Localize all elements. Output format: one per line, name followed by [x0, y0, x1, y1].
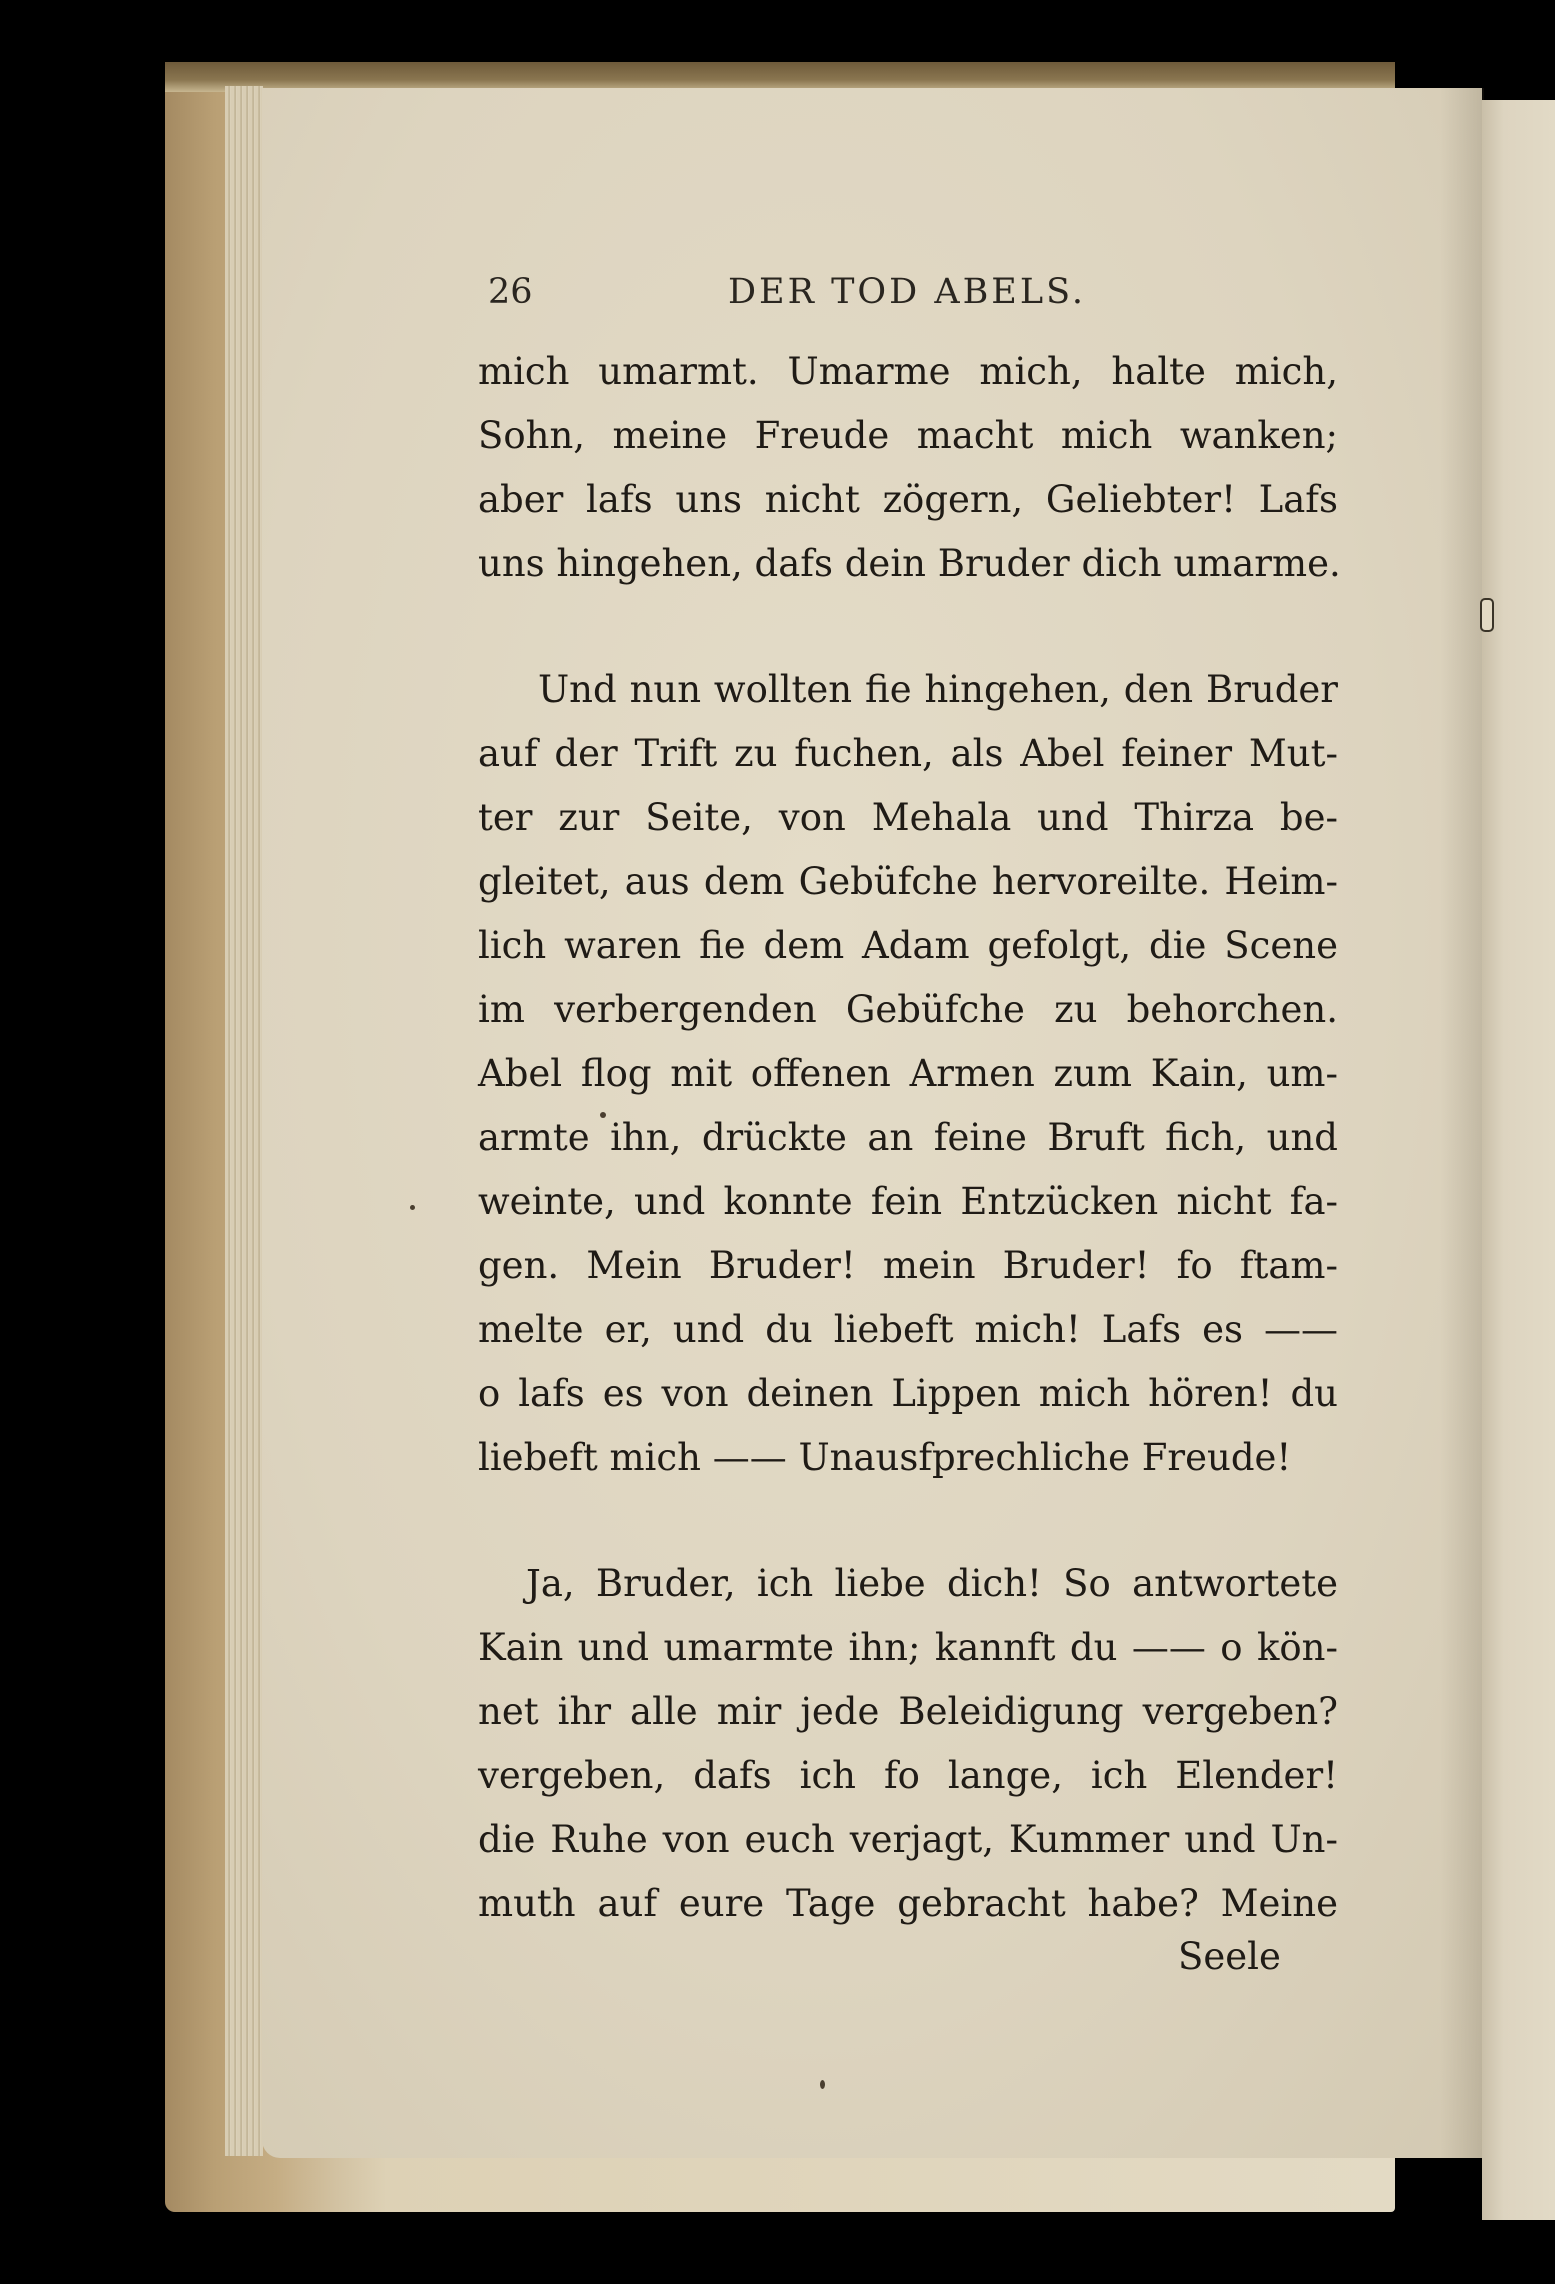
text-line: weinte, und konnte fein Entzücken nicht fa- [478, 1180, 1338, 1223]
text-line: vergeben, dafs ich fo lange, ich Elender! [478, 1754, 1338, 1797]
running-head [488, 272, 1128, 320]
page-stack-edge [225, 86, 263, 2156]
facing-page-edge [1482, 100, 1555, 2220]
text-line: o lafs es von deinen Lippen mich hören! du [478, 1372, 1338, 1415]
gutter-shadow [1440, 88, 1484, 2158]
paragraph-gap [478, 1490, 1338, 1552]
text-line: ter zur Seite, von Mehala und Thirza be- [478, 796, 1338, 839]
text-line: die Ruhe von euch verjagt, Kummer und Un- [478, 1818, 1338, 1861]
catchword: Seele [1178, 1935, 1281, 1978]
paper-speck [820, 2080, 825, 2089]
text-line: liebeft mich —— Unausfprechliche Freude! [478, 1436, 1292, 1479]
text-line: muth auf eure Tage gebracht habe? Meine [478, 1882, 1338, 1925]
text-line: Sohn, meine Freude macht mich wanken; [478, 414, 1338, 457]
text-line: auf der Trift zu fuchen, als Abel feiner Mut- [478, 732, 1338, 775]
text-line: Und nun wollten fie hingehen, den Bruder [538, 668, 1338, 711]
text-line: melte er, und du liebeft mich! Lafs es —— [478, 1308, 1338, 1351]
text-line: gen. Mein Bruder! mein Bruder! fo ftam- [478, 1244, 1338, 1287]
paragraph-gap [478, 596, 1338, 658]
page-edge-mark [1480, 598, 1494, 632]
page-number: 26 [488, 272, 533, 312]
running-title: DER TOD ABELS. [728, 272, 1086, 312]
text-line: uns hingehen, dafs dein Bruder dich umarme. [478, 542, 1341, 585]
text-line: gleitet, aus dem Gebüfche hervoreilte. Heim- [478, 860, 1338, 903]
paragraph [478, 658, 1338, 1490]
text-line: mich umarmt. Umarme mich, halte mich, [478, 350, 1338, 393]
text-line: aber lafs uns nicht zögern, Geliebter! Lafs [478, 478, 1338, 521]
paper-speck [410, 1205, 415, 1210]
text-line: Ja, Bruder, ich liebe dich! So antwortete [526, 1562, 1338, 1605]
text-line: Kain und umarmte ihn; kannft du —— o kön- [478, 1626, 1338, 1669]
text-line: Abel flog mit offenen Armen zum Kain, um- [478, 1052, 1338, 1095]
text-line: im verbergenden Gebüfche zu behorchen. [478, 988, 1338, 1031]
text-line: net ihr alle mir jede Beleidigung vergeben? [478, 1690, 1338, 1733]
paragraph [478, 340, 1341, 596]
text-line: armte ihn, drückte an feine Bruft fich, und [478, 1116, 1338, 1159]
text-line: lich waren fie dem Adam gefolgt, die Scene [478, 924, 1338, 967]
body-text [478, 340, 1341, 1936]
paragraph [478, 1552, 1338, 1936]
